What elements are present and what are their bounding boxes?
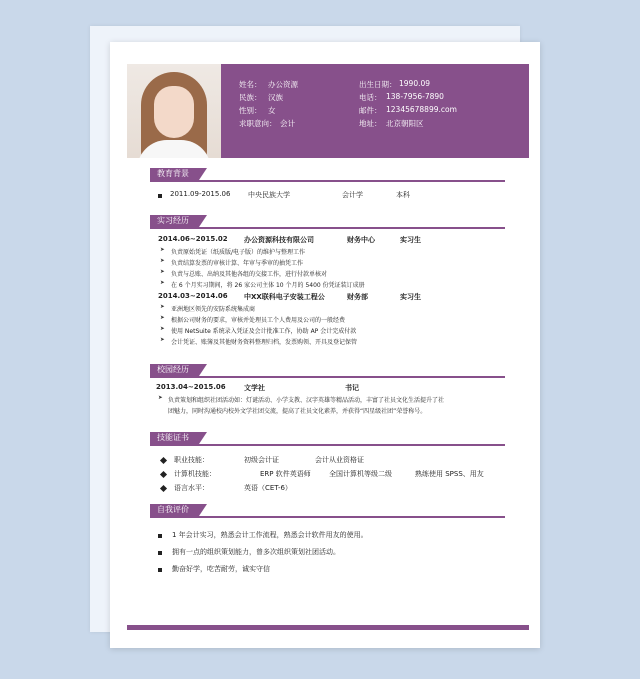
phone-label: 电话： [359, 93, 382, 102]
self-eval-title: 自我评价 [150, 504, 199, 516]
self-eval-item: 勤奋好学，吃苦耐劳，诚实守信 [172, 565, 270, 573]
job-item: 会计凭证、账簿及其他财务资料整理归档，发票购领、开具及登记保管 [171, 339, 358, 346]
skill-value: 全国计算机等级二级 [329, 470, 392, 478]
job-period: 2014.06~2015.02 [158, 235, 228, 243]
address-value: 北京朝阳区 [386, 119, 424, 128]
job-role: 实习生 [400, 293, 421, 301]
education-school: 中央民族大学 [248, 191, 290, 199]
job-item: 亚洲地区领先的安防系统集成商 [171, 306, 256, 313]
self-eval-item: 1 年会计实习，熟悉会计工作流程，熟悉会计软件用友的使用。 [172, 531, 368, 539]
self-eval-item: 拥有一点的组织策划能力，曾多次组织策划社团活动。 [172, 548, 340, 556]
resume-page [110, 42, 540, 648]
self-eval-heading [150, 504, 505, 516]
campus-role: 书记 [345, 384, 359, 392]
triangle-bullet-icon: ➤ [160, 269, 165, 275]
education-title: 教育背景 [150, 168, 199, 180]
job-item: 负责结算发票的审核计算、年审与季审的抽凭工作 [171, 260, 304, 267]
campus-heading [150, 364, 505, 376]
skill-label: 职业技能： [174, 456, 209, 464]
campus-title: 校园经历 [150, 364, 199, 376]
name-value: 办公资源 [268, 80, 298, 89]
triangle-bullet-icon: ➤ [160, 247, 165, 253]
skills-heading [150, 432, 505, 444]
birth-value: 1990.09 [399, 79, 431, 88]
ethnicity-label: 民族： [239, 93, 262, 102]
square-bullet-icon [158, 568, 162, 572]
skill-value: 初级会计证 [244, 456, 279, 464]
triangle-bullet-icon: ➤ [160, 337, 165, 343]
birth-label: 出生日期： [359, 80, 397, 89]
job-item: 根据公司财务的要求，审核并处理员工个人费用及公司的一般经费 [171, 317, 346, 324]
campus-desc-line1: 负责策划和组织社团活动如：灯谜活动、小学支教、汉字英雄等精品活动，丰富了社员文化生活提升了社 [168, 397, 445, 404]
job-period: 2014.03~2014.06 [158, 292, 228, 300]
skill-value: ERP 软件英语师 [260, 470, 311, 478]
internship-title: 实习经历 [150, 215, 199, 227]
job-item: 负责原始凭证（纸质版/电子版）的维护与整理工作 [171, 249, 306, 256]
gender-value: 女 [268, 106, 276, 115]
triangle-bullet-icon: ➤ [160, 315, 165, 321]
triangle-bullet-icon: ➤ [160, 304, 165, 310]
job-dept: 财务部 [347, 293, 368, 301]
triangle-bullet-icon: ➤ [158, 395, 163, 401]
job-company: 中XX联科电子安装工程公 [244, 293, 325, 301]
skill-value: 会计从业资格证 [315, 456, 364, 464]
diamond-bullet-icon [160, 457, 167, 464]
job-item: 负责与总账、出纳及其他各组的交接工作，进行付款单核对 [171, 271, 328, 278]
diamond-bullet-icon [160, 485, 167, 492]
education-degree: 本科 [396, 191, 410, 199]
education-major: 会计学 [342, 191, 363, 199]
triangle-bullet-icon: ➤ [160, 280, 165, 286]
square-bullet-icon [158, 194, 162, 198]
header-info-band [221, 64, 529, 158]
job-item: 在 6 个月实习期间，将 26 家公司主体 10 个月的 5400 份凭证装订成册 [171, 282, 365, 289]
internship-heading [150, 215, 505, 227]
job-company: 办公资源科技有限公司 [244, 236, 314, 244]
education-period: 2011.09-2015.06 [170, 190, 231, 198]
job-dept: 财务中心 [347, 236, 375, 244]
job-role: 实习生 [400, 236, 421, 244]
profile-photo [127, 64, 221, 158]
ethnicity-value: 汉族 [268, 93, 283, 102]
phone-value: 138-7956-7890 [386, 92, 444, 101]
skill-value: 熟练使用 SPSS、用友 [415, 470, 484, 478]
campus-desc-line2: 团魅力，同时沟通校内校外文学社团交流，提高了社员文化素养，并获得“四星级社团”荣誉称号。 [168, 408, 427, 415]
job-item: 使用 NetSuite 系统录入凭证及会计批准工作，协助 AP 会计完成付款 [171, 328, 357, 335]
email-label: 邮件： [359, 106, 382, 115]
diamond-bullet-icon [160, 471, 167, 478]
square-bullet-icon [158, 534, 162, 538]
triangle-bullet-icon: ➤ [160, 326, 165, 332]
triangle-bullet-icon: ➤ [160, 258, 165, 264]
name-label: 姓名： [239, 80, 262, 89]
education-heading [150, 168, 505, 180]
intent-value: 会计 [280, 119, 295, 128]
campus-org: 文学社 [244, 384, 265, 392]
intent-label: 求职意向： [239, 119, 277, 128]
address-label: 地址： [359, 119, 382, 128]
skills-title: 技能证书 [150, 432, 199, 444]
skill-label: 计算机技能： [174, 470, 216, 478]
skill-value: 英语（CET-6） [244, 484, 292, 492]
gender-label: 性别： [239, 106, 262, 115]
skill-label: 语言水平： [174, 484, 209, 492]
email-value: 12345678899.com [386, 105, 457, 114]
campus-period: 2013.04~2015.06 [156, 383, 226, 391]
bottom-decor-bar [127, 625, 529, 630]
square-bullet-icon [158, 551, 162, 555]
